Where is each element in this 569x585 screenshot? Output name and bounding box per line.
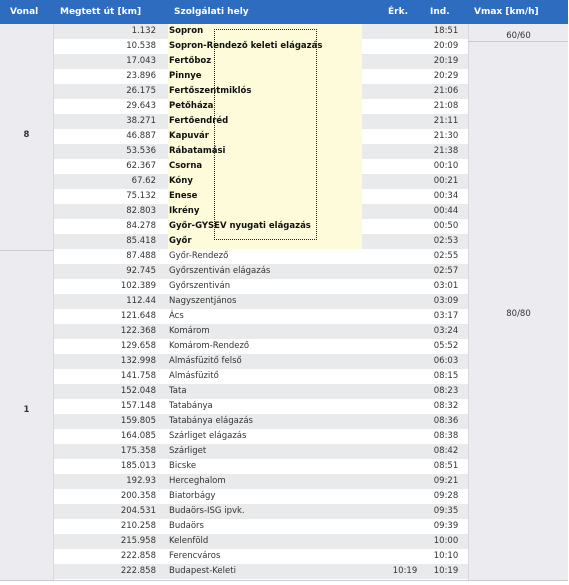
departure-cell: 00:21 bbox=[433, 176, 459, 186]
departure-cell: 03:01 bbox=[433, 281, 459, 291]
km-cell: 75.132 bbox=[126, 191, 156, 201]
km-cell: 62.367 bbox=[126, 161, 156, 171]
km-cell: 204.531 bbox=[120, 506, 156, 516]
station-cell: Herceghalom bbox=[169, 476, 226, 486]
vmax-divider bbox=[468, 41, 568, 42]
departure-cell: 02:55 bbox=[433, 251, 459, 261]
station-cell: Szárliget elágazás bbox=[169, 431, 247, 441]
dotted-selection bbox=[214, 29, 317, 240]
table-row bbox=[54, 339, 468, 354]
station-cell: Almásfüzitő felső bbox=[169, 356, 242, 366]
departure-cell: 00:10 bbox=[433, 161, 459, 171]
km-cell: 141.758 bbox=[120, 371, 156, 381]
departure-cell: 08:42 bbox=[433, 446, 459, 456]
station-cell: Petőháza bbox=[169, 101, 214, 111]
departure-cell: 09:28 bbox=[433, 491, 459, 501]
departure-cell: 20:19 bbox=[433, 56, 459, 66]
vonal-group-1 bbox=[0, 250, 54, 580]
km-cell: 157.148 bbox=[120, 401, 156, 411]
vmax-column bbox=[468, 24, 568, 580]
km-cell: 10.538 bbox=[126, 41, 156, 51]
table-row bbox=[54, 369, 468, 384]
km-cell: 222.858 bbox=[120, 551, 156, 561]
header-ind: Ind. bbox=[426, 0, 468, 24]
km-cell: 1.132 bbox=[131, 26, 156, 36]
km-cell: 175.358 bbox=[120, 446, 156, 456]
station-cell: Sopron-Rendező keleti elágazás bbox=[169, 41, 323, 51]
table-row bbox=[54, 519, 468, 534]
km-cell: 53.536 bbox=[126, 146, 156, 156]
departure-cell: 00:44 bbox=[433, 206, 459, 216]
station-cell: Rábatamási bbox=[169, 146, 226, 156]
station-cell: Komárom-Rendező bbox=[169, 341, 250, 351]
departure-cell: 21:11 bbox=[433, 116, 459, 126]
departure-cell: 21:38 bbox=[433, 146, 459, 156]
km-cell: 46.887 bbox=[126, 131, 156, 141]
station-cell: Kelenföld bbox=[169, 536, 209, 546]
departure-cell: 08:51 bbox=[433, 461, 459, 471]
departure-cell: 02:57 bbox=[433, 266, 459, 276]
station-cell: Győrszentiván elágazás bbox=[169, 266, 271, 276]
departure-cell: 21:30 bbox=[433, 131, 459, 141]
km-cell: 17.043 bbox=[126, 56, 156, 66]
station-cell: Győrszentiván bbox=[169, 281, 231, 291]
station-cell: Komárom bbox=[169, 326, 210, 336]
departure-cell: 08:38 bbox=[433, 431, 459, 441]
station-cell: Almásfüzitő bbox=[169, 371, 219, 381]
departure-cell: 10:10 bbox=[433, 551, 459, 561]
km-cell: 185.013 bbox=[120, 461, 156, 471]
km-cell: 26.175 bbox=[126, 86, 156, 96]
table-row bbox=[54, 549, 468, 564]
station-cell: Fertőboz bbox=[169, 56, 212, 66]
station-cell: Tatabánya elágazás bbox=[169, 416, 253, 426]
station-cell: Tatabánya bbox=[169, 401, 213, 411]
table-row bbox=[54, 324, 468, 339]
station-cell: Sopron bbox=[169, 26, 204, 36]
departure-cell: 03:09 bbox=[433, 296, 459, 306]
km-cell: 122.368 bbox=[120, 326, 156, 336]
departure-cell: 00:34 bbox=[433, 191, 459, 201]
table-row bbox=[54, 504, 468, 519]
station-cell: Ferencváros bbox=[169, 551, 221, 561]
table-row bbox=[54, 474, 468, 489]
km-cell: 102.389 bbox=[120, 281, 156, 291]
header-vonal: Vonal bbox=[0, 0, 54, 24]
km-cell: 29.643 bbox=[126, 101, 156, 111]
departure-cell: 09:39 bbox=[433, 521, 459, 531]
station-cell: Szárliget bbox=[169, 446, 207, 456]
table-row bbox=[54, 534, 468, 549]
station-cell: Enese bbox=[169, 191, 198, 201]
station-cell: Kóny bbox=[169, 176, 193, 186]
table-bottom-border bbox=[0, 580, 568, 581]
km-cell: 23.896 bbox=[126, 71, 156, 81]
station-cell: Kapuvár bbox=[169, 131, 209, 141]
departure-cell: 08:15 bbox=[433, 371, 459, 381]
table-row bbox=[54, 564, 468, 579]
departure-cell: 08:32 bbox=[433, 401, 459, 411]
departure-cell: 09:21 bbox=[433, 476, 459, 486]
table-row bbox=[54, 399, 468, 414]
departure-cell: 08:23 bbox=[433, 386, 459, 396]
departure-cell: 20:09 bbox=[433, 41, 459, 51]
station-cell: Csorna bbox=[169, 161, 203, 171]
departure-cell: 21:06 bbox=[433, 86, 459, 96]
departure-cell: 10:00 bbox=[433, 536, 459, 546]
departure-cell: 00:50 bbox=[433, 221, 459, 231]
station-cell: Biatorbágy bbox=[169, 491, 216, 501]
header-erk: Érk. bbox=[384, 0, 426, 24]
km-cell: 132.998 bbox=[120, 356, 156, 366]
km-cell: 112.44 bbox=[126, 296, 156, 306]
station-cell: Pinnye bbox=[169, 71, 202, 81]
table-row bbox=[54, 309, 468, 324]
km-cell: 129.658 bbox=[120, 341, 156, 351]
table-row bbox=[54, 459, 468, 474]
header-vmax: Vmax [km/h] bbox=[468, 0, 568, 24]
departure-cell: 03:24 bbox=[433, 326, 459, 336]
km-cell: 92.745 bbox=[126, 266, 156, 276]
departure-cell: 09:35 bbox=[433, 506, 459, 516]
departure-cell: 05:52 bbox=[433, 341, 459, 351]
station-cell: Győr-Rendező bbox=[169, 251, 229, 261]
km-cell: 164.085 bbox=[120, 431, 156, 441]
km-cell: 121.648 bbox=[120, 311, 156, 321]
table-row bbox=[54, 489, 468, 504]
km-cell: 67.62 bbox=[131, 176, 156, 186]
station-cell: Bicske bbox=[169, 461, 197, 471]
station-cell: Tata bbox=[169, 386, 187, 396]
vmax-label-2: 80/80 bbox=[506, 309, 531, 319]
table-row bbox=[54, 384, 468, 399]
km-cell: 215.958 bbox=[120, 536, 156, 546]
station-cell: Budaörs-ISG ipvk. bbox=[169, 506, 245, 516]
km-cell: 152.048 bbox=[120, 386, 156, 396]
station-cell: Budaörs bbox=[169, 521, 204, 531]
vonal-label: 8 bbox=[23, 130, 30, 140]
km-cell: 87.488 bbox=[126, 251, 156, 261]
station-cell: Ács bbox=[169, 311, 184, 321]
km-cell: 192.93 bbox=[126, 476, 156, 486]
station-cell: Győr bbox=[169, 236, 192, 246]
table-row bbox=[54, 264, 468, 279]
km-cell: 82.803 bbox=[126, 206, 156, 216]
departure-cell: 06:03 bbox=[433, 356, 459, 366]
table-row bbox=[54, 294, 468, 309]
station-cell: Győr-GYSEV nyugati elágazás bbox=[169, 221, 311, 231]
departure-cell: 10:19 bbox=[433, 566, 459, 576]
table-row bbox=[54, 414, 468, 429]
table-row bbox=[54, 444, 468, 459]
arrival-cell: 10:19 bbox=[392, 566, 418, 576]
departure-cell: 21:08 bbox=[433, 101, 459, 111]
table-row bbox=[54, 429, 468, 444]
departure-cell: 20:29 bbox=[433, 71, 459, 81]
vonal-label: 1 bbox=[23, 405, 30, 415]
table-row bbox=[54, 279, 468, 294]
station-cell: Nagyszentjános bbox=[169, 296, 237, 306]
station-cell: Budapest-Keleti bbox=[169, 566, 236, 576]
table-row bbox=[54, 354, 468, 369]
vonal-divider bbox=[0, 250, 54, 251]
vmax-label-1: 60/60 bbox=[506, 31, 531, 41]
km-cell: 222.858 bbox=[120, 566, 156, 576]
departure-cell: 18:51 bbox=[433, 26, 459, 36]
station-cell: Ikrény bbox=[169, 206, 200, 216]
km-cell: 85.418 bbox=[126, 236, 156, 246]
km-cell: 210.258 bbox=[120, 521, 156, 531]
station-cell: Fertőszentmiklós bbox=[169, 86, 252, 96]
km-cell: 200.358 bbox=[120, 491, 156, 501]
departure-cell: 03:17 bbox=[433, 311, 459, 321]
departure-cell: 08:36 bbox=[433, 416, 459, 426]
header-hely: Szolgálati hely bbox=[168, 0, 384, 24]
km-cell: 38.271 bbox=[126, 116, 156, 126]
table-row bbox=[54, 249, 468, 264]
header-megtett: Megtett út [km] bbox=[54, 0, 168, 24]
departure-cell: 02:53 bbox=[433, 236, 459, 246]
km-cell: 84.278 bbox=[126, 221, 156, 231]
km-cell: 159.805 bbox=[120, 416, 156, 426]
vonal-group-8 bbox=[0, 24, 54, 250]
station-cell: Fertőendréd bbox=[169, 116, 229, 126]
